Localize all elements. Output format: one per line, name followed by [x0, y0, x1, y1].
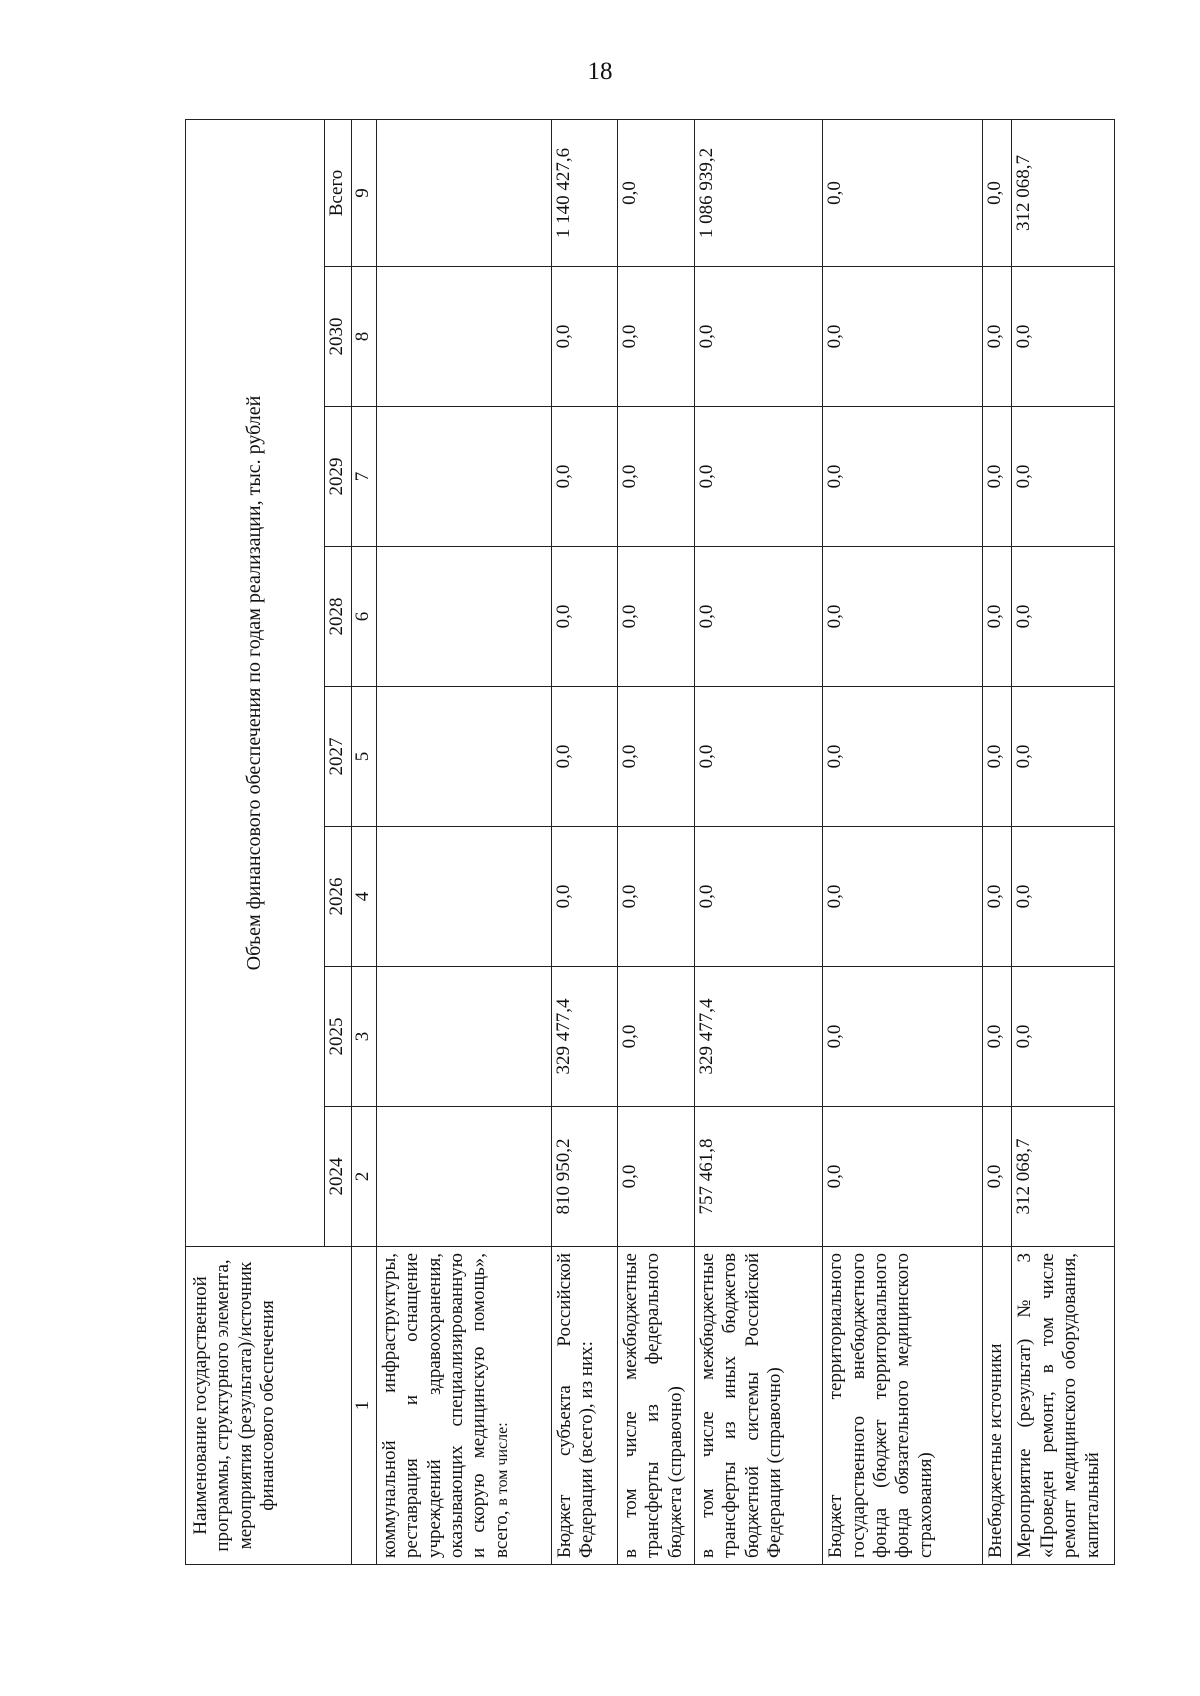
value-cell: 0,0: [695, 827, 823, 967]
value-cell: 0,0: [983, 827, 1012, 967]
value-cell: 0,0: [551, 827, 617, 967]
value-cell: 0,0: [823, 1107, 983, 1247]
value-cell: 0,0: [695, 547, 823, 687]
value-cell: 0,0: [983, 967, 1012, 1107]
year-header: 2030: [324, 267, 351, 407]
value-cell: 0,0: [983, 1107, 1012, 1247]
value-cell: [376, 119, 551, 266]
column-number: 2: [351, 1107, 376, 1247]
value-cell: 0,0: [1012, 687, 1115, 827]
value-cell: 0,0: [1012, 547, 1115, 687]
table-row: [1012, 119, 1115, 1564]
value-cell: 0,0: [618, 687, 695, 827]
value-cell: 0,0: [983, 407, 1012, 547]
value-cell: 0,0: [823, 827, 983, 967]
table-row: [376, 119, 551, 1564]
year-header: 2028: [324, 547, 351, 687]
value-cell: 757 461,8: [695, 1107, 823, 1247]
header-name: Наименование государственной программы, структурного элемента, мероприятия (результата)/источник финансового обеспечения: [186, 1247, 352, 1565]
value-cell: 0,0: [551, 267, 617, 407]
row-name: в том числе межбюджетные трансферты из федерального бюджета (справочно): [618, 1247, 695, 1565]
value-cell: 810 950,2: [551, 1107, 617, 1247]
value-cell: [376, 407, 551, 547]
value-cell: [376, 547, 551, 687]
value-cell: 0,0: [983, 547, 1012, 687]
financing-table-rotated: [185, 120, 1115, 1565]
row-name: Бюджет субъекта Российской Федерации (всего), из них:: [551, 1247, 617, 1565]
header-volume: Объем финансового обеспечения по годам реализации, тыс. рублей: [186, 119, 325, 1246]
value-cell: 0,0: [618, 1107, 695, 1247]
column-number: 6: [351, 547, 376, 687]
value-cell: 312 068,7: [1012, 1107, 1115, 1247]
value-cell: 0,0: [618, 967, 695, 1107]
value-cell: 0,0: [823, 407, 983, 547]
year-header: 2029: [324, 407, 351, 547]
page-number: 18: [587, 58, 613, 85]
value-cell: 0,0: [618, 827, 695, 967]
year-header: 2026: [324, 827, 351, 967]
value-cell: 0,0: [1012, 967, 1115, 1107]
value-cell: 0,0: [695, 267, 823, 407]
column-number: 5: [351, 687, 376, 827]
year-header: 2027: [324, 687, 351, 827]
table-row: [551, 119, 617, 1564]
value-cell: 0,0: [695, 407, 823, 547]
value-cell: 0,0: [618, 267, 695, 407]
year-header: 2024: [324, 1107, 351, 1247]
column-number: 3: [351, 967, 376, 1107]
column-number: 7: [351, 407, 376, 547]
table-row: [695, 119, 823, 1564]
value-cell: 0,0: [823, 119, 983, 266]
column-number: 1: [351, 1247, 376, 1565]
row-name-text: коммунальной инфраструктуры, реставрация и оснащение учреждений здравоохранения, оказывающих специализированную и скорую медицинскую помощь», всего,: [378, 1253, 512, 1558]
value-cell: [376, 1107, 551, 1247]
row-name: в том числе межбюджетные трансферты из иных бюджетов бюджетной системы Российской Федерации (справочно): [695, 1247, 823, 1565]
column-number-row: [351, 119, 376, 1564]
table-row: [983, 119, 1012, 1564]
value-cell: 0,0: [983, 687, 1012, 827]
row-name: Мероприятие (результат) № 3 «Проведен ремонт, в том числе ремонт медицинского оборудования, капитальный: [1012, 1247, 1115, 1565]
value-cell: 0,0: [983, 267, 1012, 407]
value-cell: 0,0: [823, 967, 983, 1107]
value-cell: 0,0: [551, 687, 617, 827]
column-number: 8: [351, 267, 376, 407]
value-cell: 0,0: [551, 547, 617, 687]
value-cell: 1 086 939,2: [695, 119, 823, 266]
value-cell: 329 477,4: [551, 967, 617, 1107]
value-cell: 0,0: [618, 119, 695, 266]
table-row: [823, 119, 983, 1564]
table-row: [618, 119, 695, 1564]
header-row: [186, 119, 325, 1564]
value-cell: 1 140 427,6: [551, 119, 617, 266]
row-name-note: в том числе:: [493, 1422, 511, 1506]
value-cell: 312 068,7: [1012, 119, 1115, 266]
value-cell: 0,0: [1012, 267, 1115, 407]
year-header: 2025: [324, 967, 351, 1107]
value-cell: 0,0: [551, 407, 617, 547]
financing-table: [185, 119, 1115, 1565]
value-cell: [376, 967, 551, 1107]
value-cell: 0,0: [618, 407, 695, 547]
value-cell: 0,0: [823, 687, 983, 827]
row-name: Бюджет территориального государственного внебюджетного фонда (бюджет территориального фонда обязательного медицинского страхования): [823, 1247, 983, 1565]
value-cell: [376, 687, 551, 827]
total-header: Всего: [324, 119, 351, 266]
column-number: 9: [351, 119, 376, 266]
value-cell: 0,0: [1012, 827, 1115, 967]
row-name: Внебюджетные источники: [983, 1247, 1012, 1565]
value-cell: 329 477,4: [695, 967, 823, 1107]
value-cell: [376, 267, 551, 407]
value-cell: 0,0: [983, 119, 1012, 266]
value-cell: 0,0: [695, 687, 823, 827]
value-cell: [376, 827, 551, 967]
row-name: [376, 1247, 551, 1565]
value-cell: 0,0: [1012, 407, 1115, 547]
value-cell: 0,0: [823, 547, 983, 687]
column-number: 4: [351, 827, 376, 967]
value-cell: 0,0: [823, 267, 983, 407]
value-cell: 0,0: [618, 547, 695, 687]
